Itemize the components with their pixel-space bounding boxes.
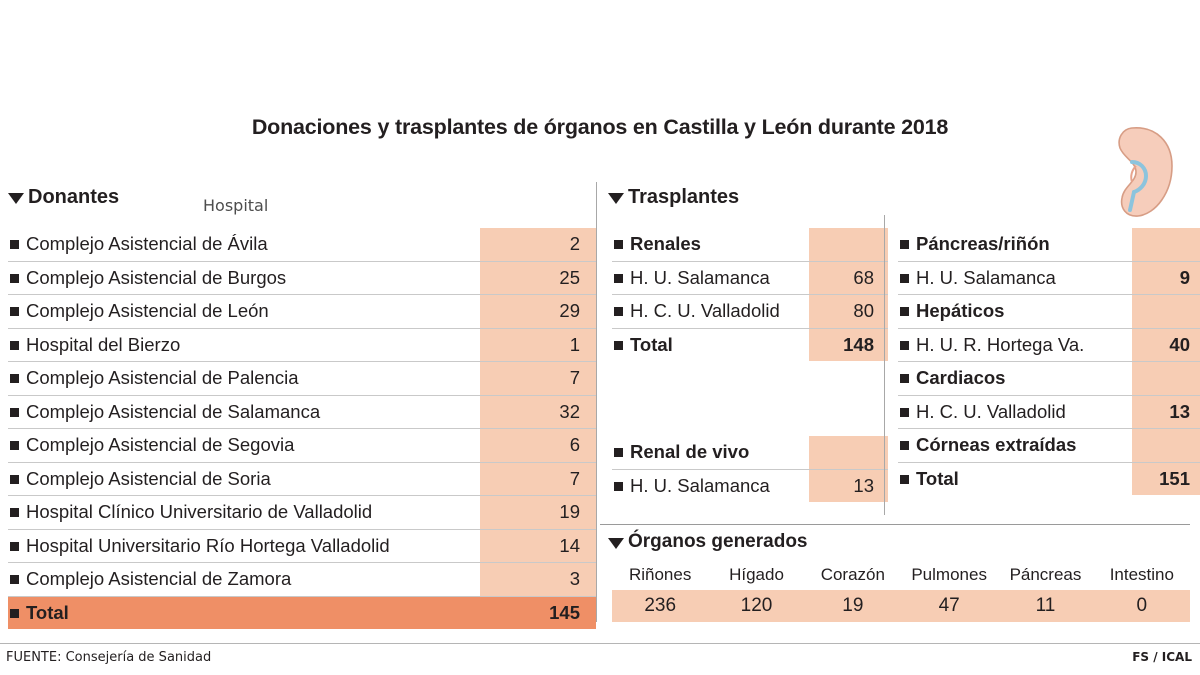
renales-table [612, 228, 888, 361]
renal-vivo-heading [612, 436, 809, 469]
table-row [898, 328, 1200, 362]
square-bullet-icon [10, 240, 19, 249]
row-label: Hepáticos [916, 300, 1005, 321]
table-row [612, 590, 1190, 622]
donante-value: 6 [480, 429, 596, 463]
pancreas-rinon-heading [898, 228, 1132, 261]
donante-value: 19 [480, 496, 596, 530]
renales-value: 68 [809, 261, 888, 295]
donante-name [8, 462, 480, 496]
organo-header: Pulmones [911, 565, 987, 584]
credit-note: FS / ICAL [1132, 650, 1192, 664]
table-row-total [612, 328, 888, 361]
table-row [898, 295, 1200, 329]
table-row [612, 228, 888, 261]
footer-divider [0, 643, 1200, 644]
table-row [898, 261, 1200, 295]
section-header-trasplantes [608, 186, 739, 209]
donante-value: 29 [480, 295, 596, 329]
donante-value: 14 [480, 529, 596, 563]
row-label: H. U. R. Hortega Va. [916, 333, 1085, 355]
square-bullet-icon [900, 475, 909, 484]
square-bullet-icon [614, 448, 623, 457]
table-row [8, 429, 596, 463]
square-bullet-icon [614, 307, 623, 316]
row-label: H. U. Salamanca [916, 266, 1056, 288]
table-row [8, 295, 596, 329]
donante-value: 7 [480, 462, 596, 496]
renales-hospital [612, 295, 809, 329]
organo-value: 120 [708, 590, 804, 622]
renales-hospital [612, 261, 809, 295]
row-label: Páncreas/riñón [916, 233, 1050, 254]
donante-name [8, 529, 480, 563]
table-row [612, 261, 888, 295]
square-bullet-icon [10, 475, 19, 484]
table-header-row [612, 560, 1190, 590]
square-bullet-icon [900, 441, 909, 450]
row-label: Renales [630, 233, 701, 254]
table-row [8, 462, 596, 496]
donante-name [8, 295, 480, 329]
donante-name [8, 261, 480, 295]
donante-value: 1 [480, 328, 596, 362]
cardiacos-value: 13 [1132, 395, 1200, 429]
table-row [8, 362, 596, 396]
row-label: Complejo Asistencial de Ávila [26, 233, 268, 254]
row-label: Complejo Asistencial de León [26, 300, 269, 321]
source-note: FUENTE: Consejería de Sanidad [6, 650, 212, 665]
row-label: Complejo Asistencial de Segovia [26, 434, 295, 455]
renal-vivo-hospital [612, 469, 809, 502]
square-bullet-icon [900, 374, 909, 383]
column-header-hospital: Hospital [203, 196, 269, 215]
row-label: Córneas extraídas [916, 434, 1077, 455]
renales-heading [612, 228, 809, 261]
triangle-down-icon [608, 193, 624, 204]
cardiacos-heading [898, 362, 1132, 396]
organos-generados-table [612, 560, 1190, 622]
organo-value: 47 [901, 590, 997, 622]
donante-name [8, 496, 480, 530]
row-label: Hospital Clínico Universitario de Valladolid [26, 501, 373, 522]
row-label: Renal de vivo [630, 441, 750, 462]
row-label: Cardiacos [916, 367, 1006, 388]
square-bullet-icon [900, 274, 909, 283]
donante-name [8, 563, 480, 597]
donantes-table [8, 228, 596, 629]
row-label: Complejo Asistencial de Salamanca [26, 400, 321, 422]
organo-header: Intestino [1109, 565, 1174, 584]
column-divider [596, 182, 597, 622]
renales-value: 80 [809, 295, 888, 329]
row-label: Total [26, 601, 69, 623]
square-bullet-icon [614, 341, 623, 350]
section-header-donantes [8, 186, 119, 209]
row-label: Complejo Asistencial de Zamora [26, 568, 292, 589]
row-label: Complejo Asistencial de Soria [26, 467, 271, 489]
renal-vivo-heading-value [809, 436, 888, 469]
square-bullet-icon [10, 508, 19, 517]
table-row [898, 228, 1200, 261]
hepaticos-heading-value [1132, 295, 1200, 329]
hepaticos-value: 40 [1132, 328, 1200, 362]
renales-heading-value [809, 228, 888, 261]
triangle-down-icon [608, 538, 624, 549]
donante-name [8, 328, 480, 362]
hepaticos-heading [898, 295, 1132, 329]
table-row [8, 529, 596, 563]
donantes-total-value: 145 [480, 596, 596, 629]
row-label: Complejo Asistencial de Burgos [26, 266, 287, 288]
square-bullet-icon [614, 274, 623, 283]
square-bullet-icon [614, 240, 623, 249]
row-label: Hospital del Bierzo [26, 333, 181, 355]
corneas-heading [898, 429, 1132, 463]
cardiacos-hospital [898, 395, 1132, 429]
donante-name [8, 228, 480, 261]
table-row [8, 228, 596, 261]
section-header-organos [608, 531, 808, 553]
renales-total-label [612, 328, 809, 361]
table-row [8, 563, 596, 597]
organo-value: 236 [612, 590, 708, 622]
row-label: Hospital Universitario Río Hortega Valladolid [26, 534, 390, 556]
pancreas-rinon-value: 9 [1132, 261, 1200, 295]
otros-trasplantes-table [898, 228, 1200, 495]
table-row-total [8, 596, 596, 629]
row-label: H. U. Salamanca [630, 474, 770, 496]
donantes-total-label [8, 596, 480, 629]
table-row [8, 328, 596, 362]
organo-value: 0 [1094, 590, 1190, 622]
donante-name [8, 362, 480, 396]
square-bullet-icon [614, 482, 623, 491]
page-title: Donaciones y trasplantes de órganos en Castilla y León durante 2018 [251, 115, 949, 139]
organo-value: 19 [805, 590, 901, 622]
section-divider [600, 524, 1190, 525]
table-row [8, 395, 596, 429]
donante-value: 2 [480, 228, 596, 261]
table-row [612, 295, 888, 329]
row-label: Complejo Asistencial de Palencia [26, 367, 299, 388]
table-row [898, 362, 1200, 396]
row-label: H. C. U. Valladolid [630, 300, 780, 321]
organo-header: Páncreas [1009, 565, 1082, 584]
renales-total-value: 148 [809, 328, 888, 361]
square-bullet-icon [10, 609, 19, 618]
square-bullet-icon [900, 307, 909, 316]
pancreas-rinon-heading-value [1132, 228, 1200, 261]
hepaticos-hospital [898, 328, 1132, 362]
table-row [8, 261, 596, 295]
table-row-total [898, 462, 1200, 495]
renal-vivo-table [612, 436, 888, 502]
corneas-heading-value [1132, 429, 1200, 463]
square-bullet-icon [900, 408, 909, 417]
square-bullet-icon [10, 274, 19, 283]
square-bullet-icon [10, 542, 19, 551]
section-title-donantes: Donantes [28, 186, 120, 208]
organo-header: Hígado [729, 565, 784, 584]
row-label: H. C. U. Valladolid [916, 400, 1066, 422]
square-bullet-icon [900, 341, 909, 350]
donante-name [8, 429, 480, 463]
organo-header: Corazón [820, 565, 885, 584]
square-bullet-icon [10, 341, 19, 350]
section-title-organos: Órganos generados [628, 531, 808, 552]
organo-header: Riñones [628, 565, 692, 584]
otros-total-value: 151 [1132, 462, 1200, 495]
square-bullet-icon [10, 408, 19, 417]
square-bullet-icon [10, 575, 19, 584]
row-label: Total [630, 333, 673, 355]
triangle-down-icon [8, 193, 24, 204]
square-bullet-icon [900, 240, 909, 249]
table-row [612, 436, 888, 469]
table-row [8, 496, 596, 530]
cardiacos-heading-value [1132, 362, 1200, 396]
section-title-trasplantes: Trasplantes [628, 186, 740, 208]
row-label: Total [916, 467, 959, 489]
square-bullet-icon [10, 307, 19, 316]
pancreas-rinon-hospital [898, 261, 1132, 295]
square-bullet-icon [10, 374, 19, 383]
square-bullet-icon [10, 441, 19, 450]
table-row [612, 469, 888, 502]
organo-value: 11 [997, 590, 1093, 622]
donante-value: 25 [480, 261, 596, 295]
donante-name [8, 395, 480, 429]
table-row [898, 429, 1200, 463]
row-label: H. U. Salamanca [630, 266, 770, 288]
renal-vivo-value: 13 [809, 469, 888, 502]
table-row [898, 395, 1200, 429]
donante-value: 3 [480, 563, 596, 597]
donante-value: 32 [480, 395, 596, 429]
subcolumn-divider [884, 215, 885, 515]
donante-value: 7 [480, 362, 596, 396]
otros-total-label [898, 462, 1132, 495]
kidney-icon [1080, 118, 1190, 228]
